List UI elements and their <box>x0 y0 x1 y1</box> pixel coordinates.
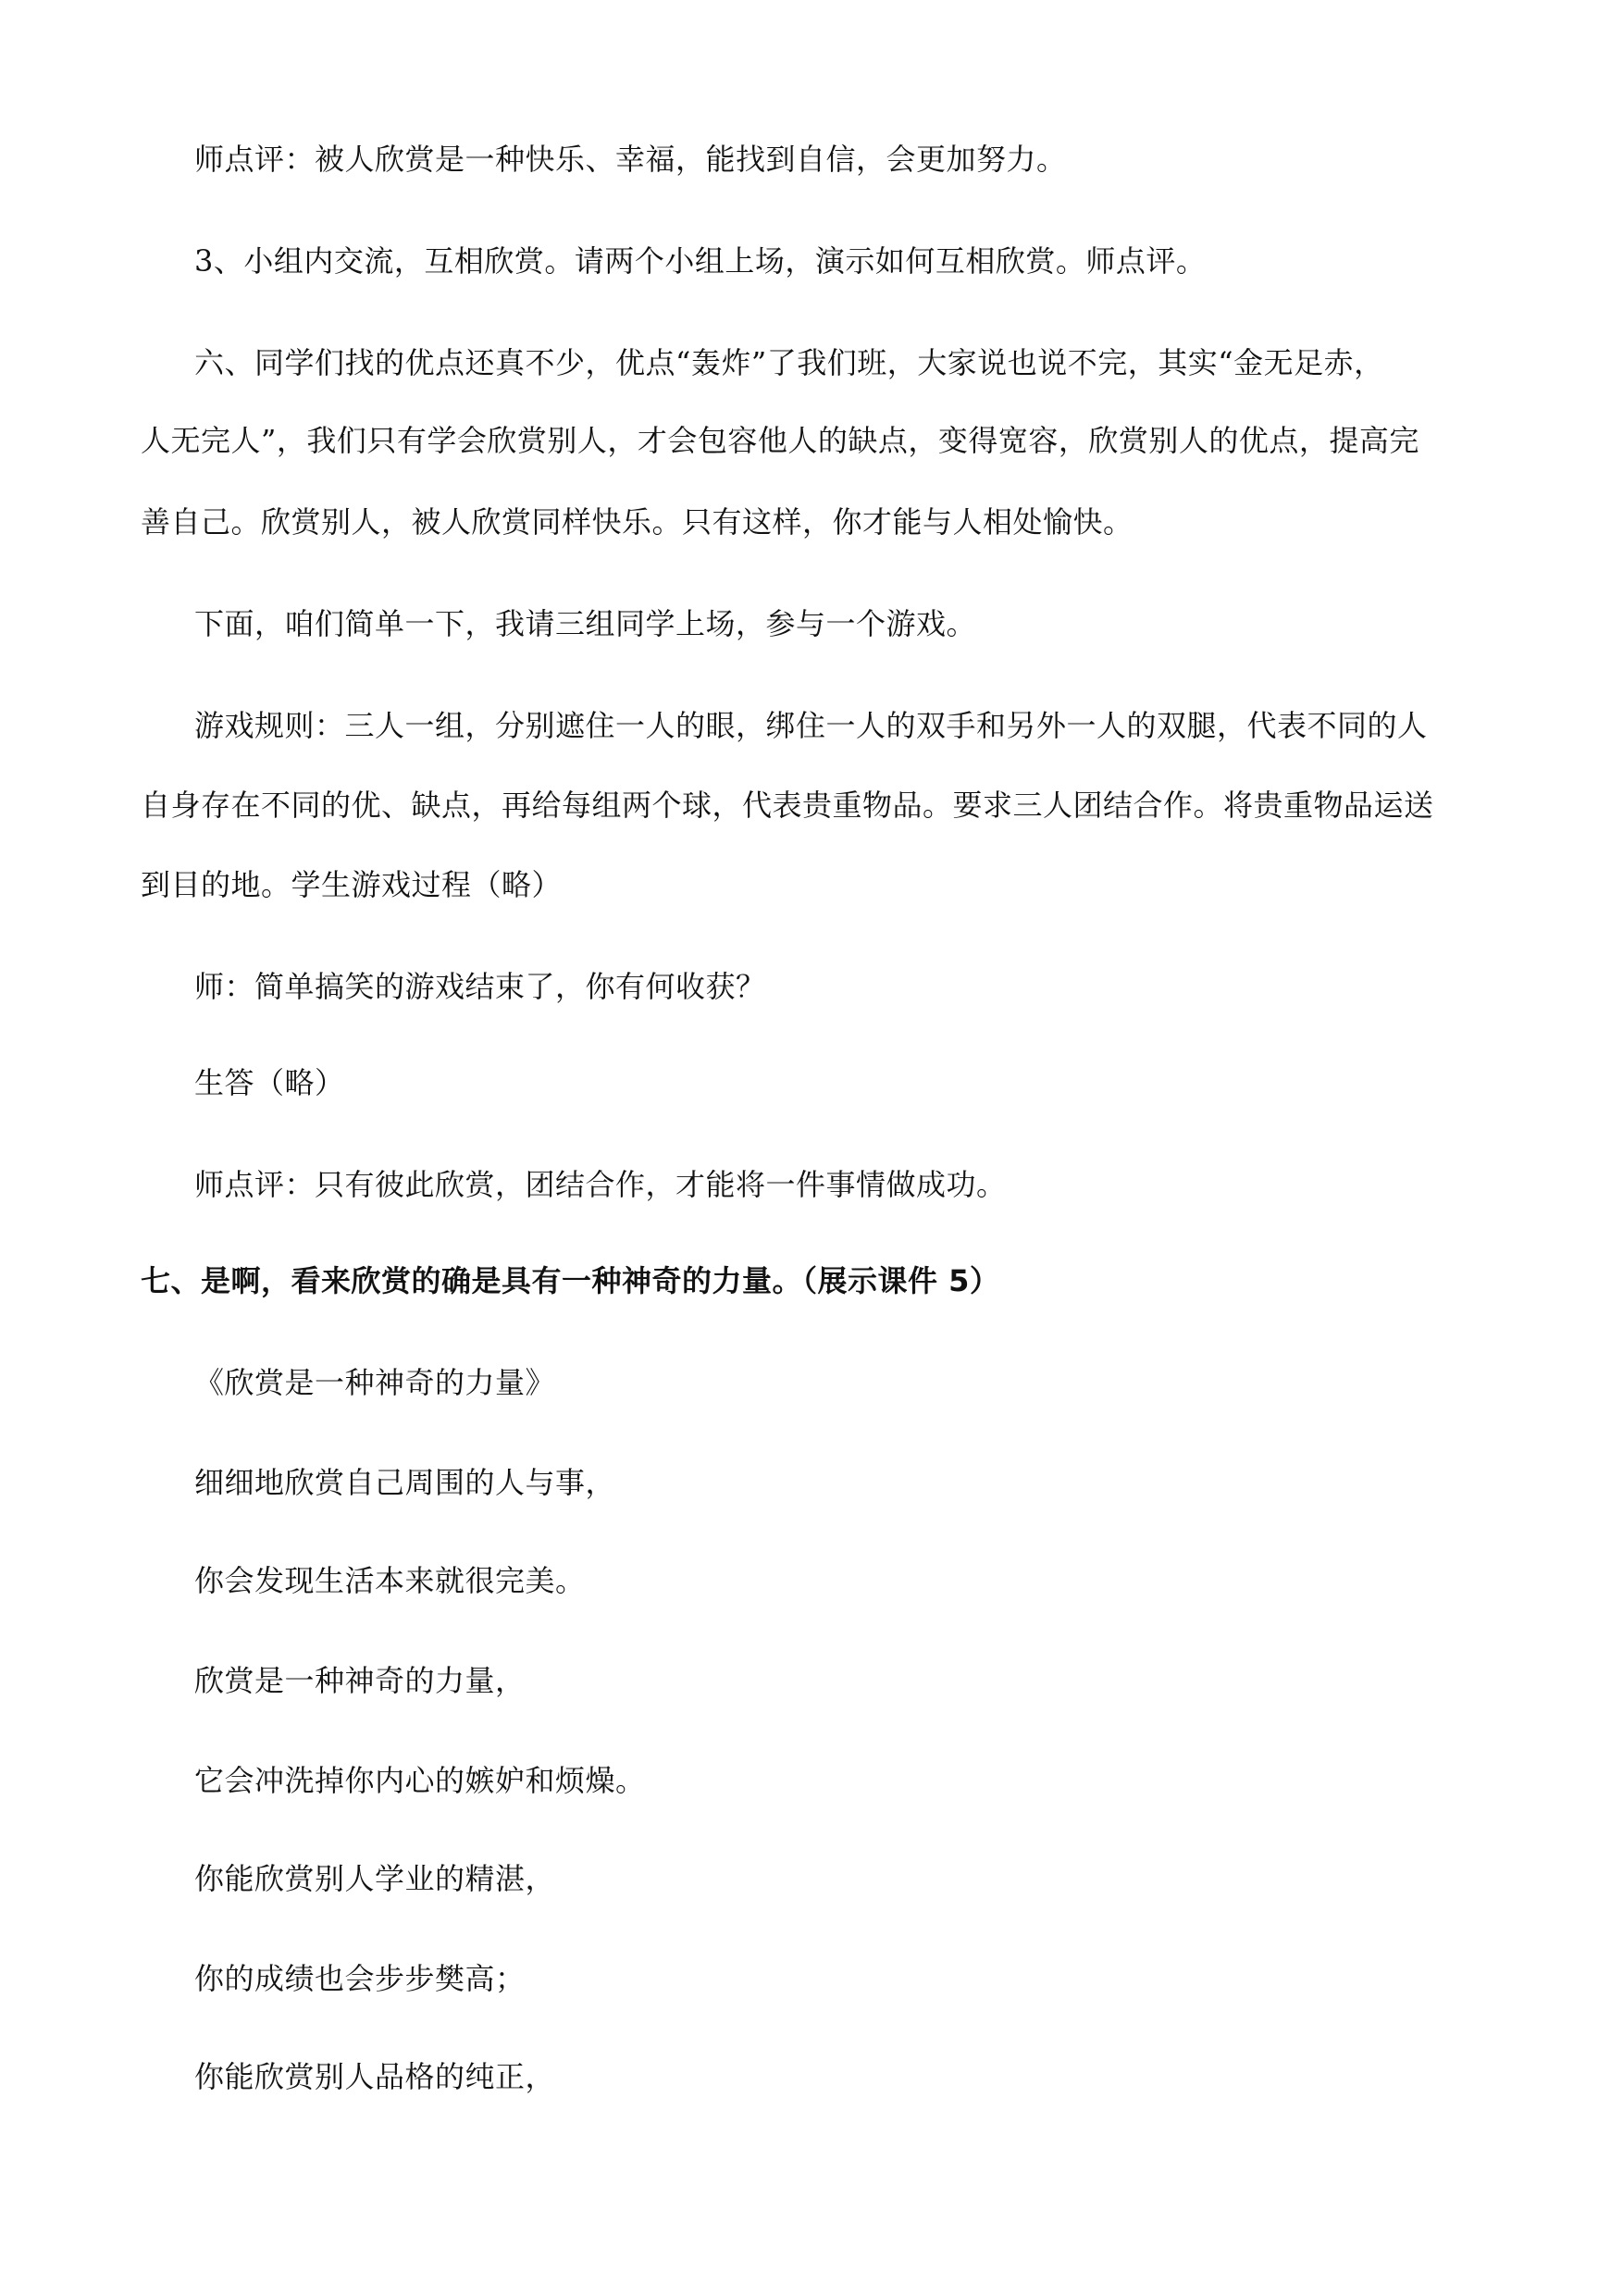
paragraph-game-rules-line-1: 游戏规则：三人一组，分别遮住一人的眼，绑住一人的双手和另外一人的双腿，代表不同的人 <box>194 708 1428 743</box>
paragraph-game-rules-line-3: 到目的地。学生游戏过程（略） <box>141 867 563 902</box>
poem-line-3: 欣赏是一种神奇的力量， <box>194 1663 526 1698</box>
poem-line-6: 你的成绩也会步步樊高； <box>194 1961 526 1996</box>
poem-line-7: 你能欣赏别人品格的纯正， <box>194 2059 556 2094</box>
poem-line-4: 它会冲洗掉你内心的嫉妒和烦燥。 <box>194 1763 646 1798</box>
section-seven-heading: 七、是啊，看来欣赏的确是具有一种神奇的力量。（展示课件 5） <box>141 1263 1000 1298</box>
paragraph-section-six-line-3: 善自己。欣赏别人，被人欣赏同样快乐。只有这样，你才能与人相处愉快。 <box>141 504 1134 540</box>
poem-line-5: 你能欣赏别人学业的精湛， <box>194 1861 556 1896</box>
paragraph-teacher-comment-1: 师点评：被人欣赏是一种快乐、幸福，能找到自信，会更加努力。 <box>194 142 1067 177</box>
paragraph-student-answer: 生答（略） <box>194 1065 345 1100</box>
paragraph-game-rules-line-2: 自身存在不同的优、缺点，再给每组两个球，代表贵重物品。要求三人团结合作。将贵重物品运送 <box>141 788 1434 823</box>
poem-line-2: 你会发现生活本来就很完美。 <box>194 1563 586 1598</box>
paragraph-section-six-line-1: 六、同学们找的优点还真不少，优点“轰炸”了我们班，大家说也说不完，其实“金无足赤， <box>194 345 1384 380</box>
paragraph-teacher-question: 师：简单搞笑的游戏结束了，你有何收获？ <box>194 969 766 1004</box>
poem-line-1: 细细地欣赏自己周围的人与事， <box>194 1465 616 1500</box>
paragraph-teacher-comment-2: 师点评：只有彼此欣赏，团结合作，才能将一件事情做成功。 <box>194 1167 1007 1202</box>
paragraph-section-six-line-2: 人无完人”，我们只有学会欣赏别人，才会包容他人的缺点，变得宽容，欣赏别人的优点，提高完 <box>141 423 1419 458</box>
paragraph-group-exchange: 3、小组内交流，互相欣赏。请两个小组上场，演示如何互相欣赏。师点评。 <box>194 243 1207 279</box>
poem-title: 《欣赏是一种神奇的力量》 <box>194 1365 556 1400</box>
paragraph-game-intro: 下面，咱们简单一下，我请三组同学上场，参与一个游戏。 <box>194 606 977 641</box>
